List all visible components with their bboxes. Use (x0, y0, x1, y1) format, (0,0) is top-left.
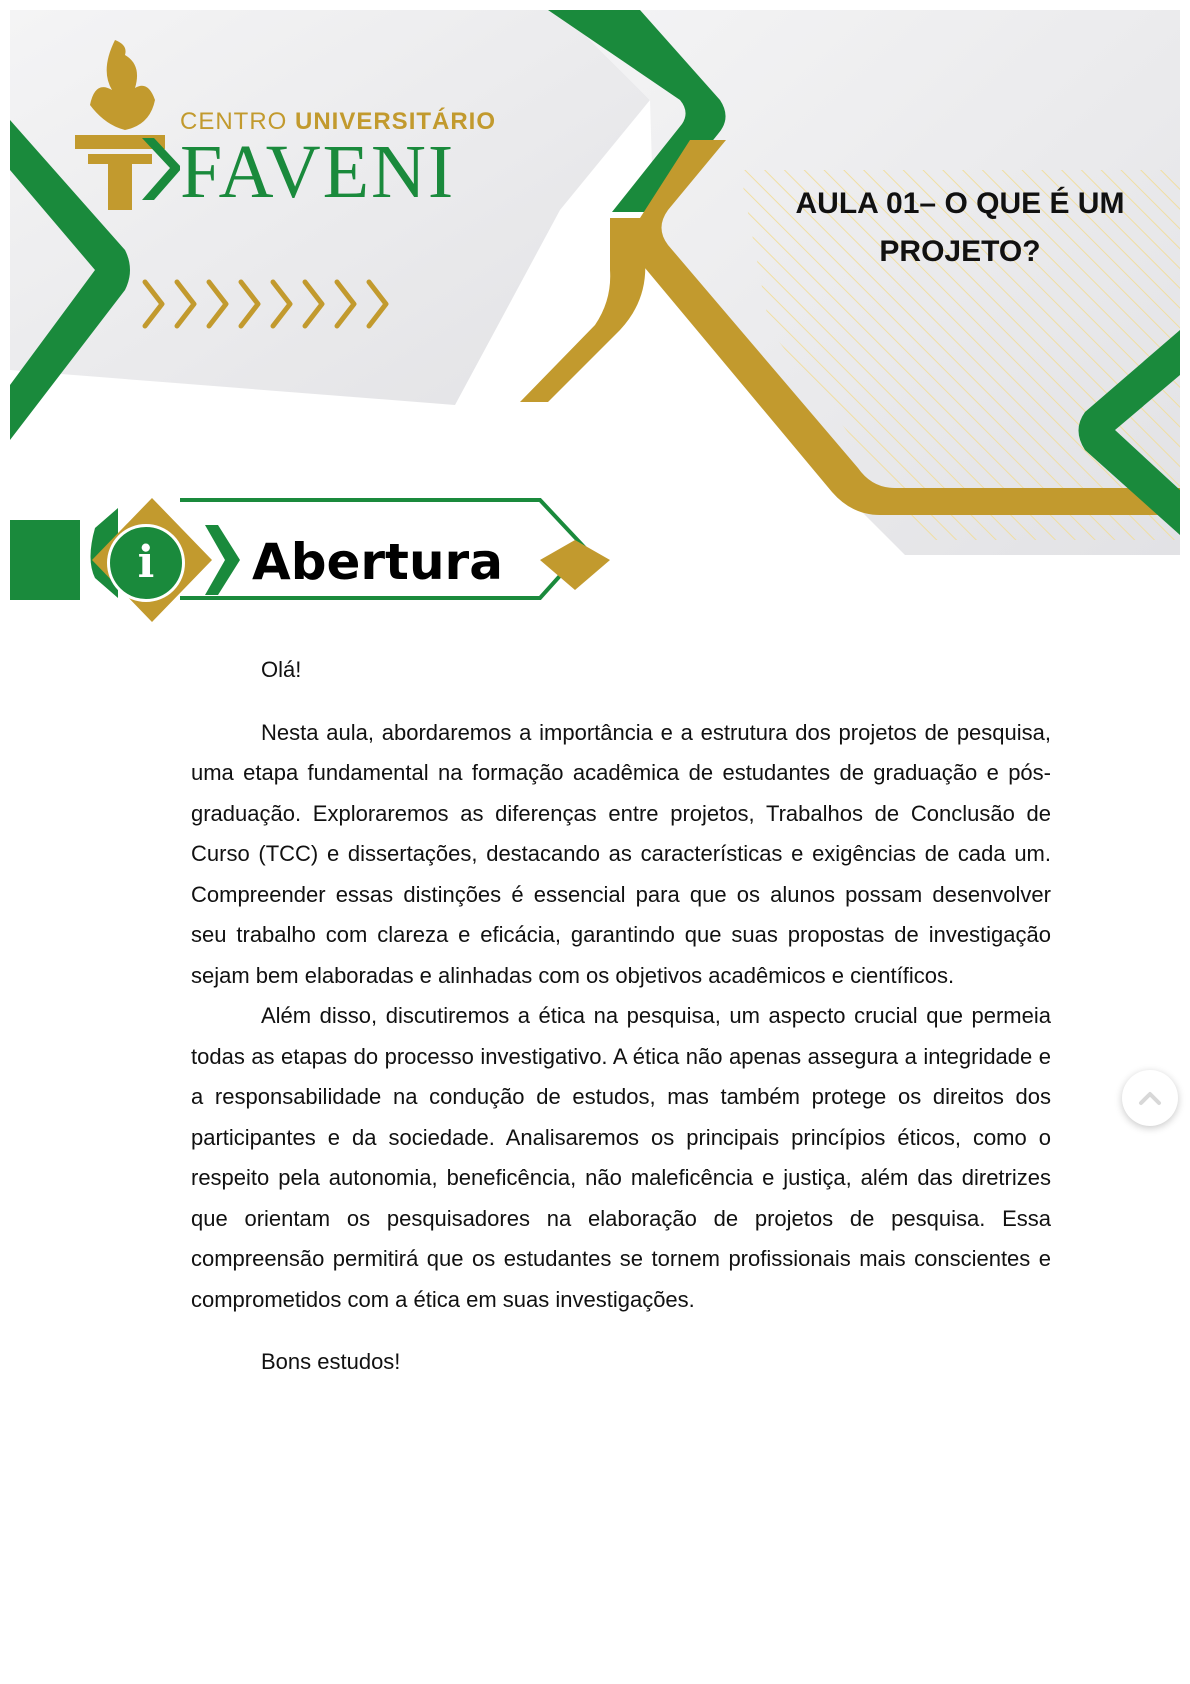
torch-logo-icon (70, 30, 180, 210)
lesson-title (770, 180, 1150, 276)
brand-subtitle-regular: CENTRO (180, 108, 295, 135)
lesson-title-line-1: AULA 01– O QUE É UM (795, 187, 1125, 220)
scroll-to-top-button[interactable] (1122, 1070, 1178, 1126)
closing-text: Bons estudos! (261, 1349, 401, 1374)
brand-name: FAVENI (180, 130, 456, 214)
paragraph-intro: Nesta aula, abordaremos a importância e a estrutura dos projetos de pesquisa, uma etapa fundamental na formação acadêmica de estudantes de graduação e pós-graduação. Exploraremos as diferenças entre projetos, Trabalhos de Conclusão de Curso (TCC) e dissertações, destacando as características e exigências de cada um. Compreender essas distinções é essencial para que os alunos possam desenvolver seu trabalho com clareza e eficácia, garantindo que suas propostas de investigação sejam bem elaboradas e alinhadas com os objetivos acadêmicos e científicos. (191, 719, 1051, 988)
document-body (191, 650, 1051, 1383)
paragraph-ethics: Além disso, discutiremos a ética na pesquisa, um aspecto crucial que permeia todas as etapas do processo investigativo. A ética não apenas assegura a integridade e a responsabilidade na condução de estudos, mas também protege os direitos dos participantes e da sociedade. Analisaremos os principais princípios éticos, como o respeito pela autonomia, beneficência, não maleficência e justiça, além das diretrizes que orientam os pesquisadores na elaboração de projetos de pesquisa. Essa compreensão permitirá que os estudantes se tornem profissionais mais conscientes e comprometidos com a ética em suas investigações. (191, 1003, 1051, 1312)
lesson-title-line-2: PROJETO? (879, 235, 1041, 268)
scroll-top-icon (1135, 1083, 1165, 1113)
greeting: Olá! (261, 657, 302, 682)
brand-wordmark (180, 108, 497, 214)
section-title: Abertura (252, 533, 503, 591)
chevron-row-icon (140, 274, 400, 334)
info-icon (107, 524, 185, 602)
info-icon-glyph: i (137, 537, 155, 588)
brand-subtitle-bold: UNIVERSITÁRIO (295, 108, 497, 135)
